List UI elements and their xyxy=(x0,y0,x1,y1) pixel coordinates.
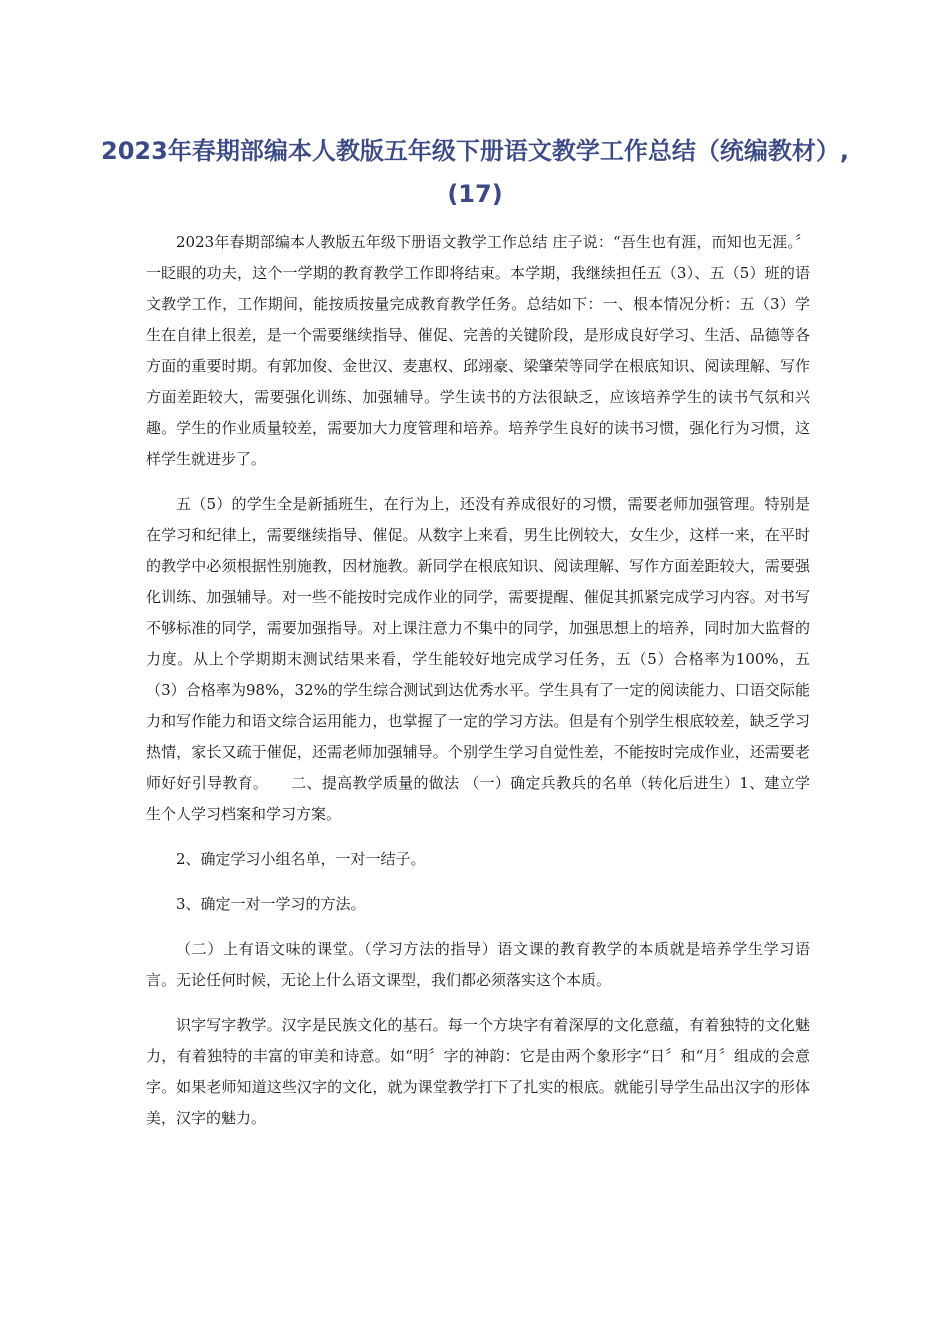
document-title: 2023年春期部编本人教版五年级下册语文教学工作总结（统编教材）,(17) xyxy=(101,137,849,208)
document-body xyxy=(146,227,810,1148)
paragraph: （二）上有语文味的课堂。（学习方法的指导）语文课的教育教学的本质就是培养学生学习语言。无论任何时候，无论上什么语文课型，我们都必须落实这个本质。 xyxy=(146,940,810,989)
paragraph: 识字写字教学。汉字是民族文化的基石。每一个方块字有着深厚的文化意蕴，有着独特的文化魅力，有着独特的丰富的审美和诗意。如“明〞字的神韵：它是由两个象形字“日〞和“月〞组成的会意字。如果老师知道这些汉字的文化，就为课堂教学打下了扎实的根底。就能引导学生品出汉字的形体美，汉字的魅力。 xyxy=(146,1016,810,1127)
paragraph: 2023年春期部编本人教版五年级下册语文教学工作总结 庄子说：“吾生也有涯，而知也无涯。〞一眨眼的功夫，这个一学期的教育教学工作即将结束。本学期，我继续担任五（3）、五（5）班的语文教学工作，工作期间，能按质按量完成教育教学任务。总结如下：一、根本情况分析：五（3）学生在自律上很差，是一个需要继续指导、催促、完善的关键阶段，是形成良好学习、生活、品德等各方面的重要时期。有郭加俊、金世汉、麦惠权、邱翊豪、梁肇荣等同学在根底知识、阅读理解、写作方面差距较大，需要强化训练、加强辅导。学生读书的方法很缺乏，应该培养学生的读书气氛和兴趣。学生的作业质量较差，需要加大力度管理和培养。培养学生良好的读书习惯，强化行为习惯，这样学生就进步了。 xyxy=(146,233,810,468)
paragraph: 2、确定学习小组名单，一对一结子。 xyxy=(176,850,426,868)
paragraph: 五（5）的学生全是新插班生，在行为上，还没有养成很好的习惯，需要老师加强管理。特别是在学习和纪律上，需要继续指导、催促。从数字上来看，男生比例较大，女生少，这样一来，在平时的教学中必须根据性别施教，因材施教。新同学在根底知识、阅读理解、写作方面差距较大，需要强化训练、加强辅导。对一些不能按时完成作业的同学，需要提醒、催促其抓紧完成学习内容。对书写不够标准的同学，需要加强指导。对上课注意力不集中的同学，加强思想上的培养，同时加大监督的力度。从上个学期期末测试结果来看，学生能较好地完成学习任务，五（5）合格率为100%，五（3）合格率为98%，32%的学生综合测试到达优秀水平。学生具有了一定的阅读能力、口语交际能力和写作能力和语文综合运用能力，也掌握了一定的学习方法。但是有个别学生根底较差，缺乏学习热情，家长又疏于催促，还需老师加强辅导。个别学生学习自觉性差，不能按时完成作业，还需要老师好好引导教育。 二、提高教学质量的做法 （一）确定兵教兵的名单（转化后进生）1、建立学生个人学习档案和学习方案。 xyxy=(146,495,810,823)
paragraph: 3、确定一对一学习的方法。 xyxy=(176,895,366,913)
